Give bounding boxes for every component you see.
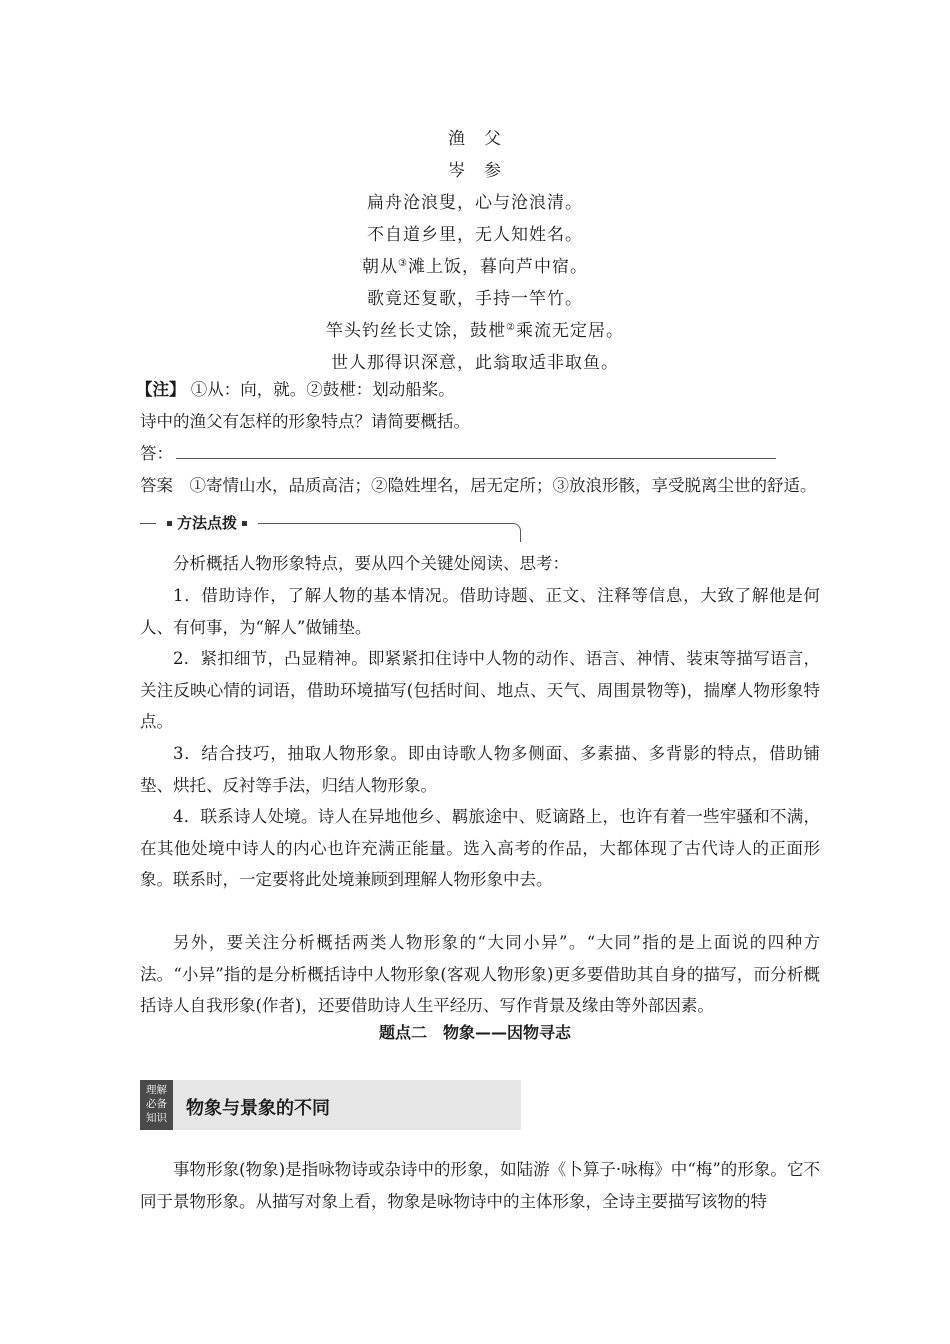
poem-author: 岑 参 — [448, 161, 502, 181]
poem-line: 不自道乡里，无人知姓名。 — [367, 225, 583, 245]
poem-title: 渔 父 — [448, 129, 502, 149]
bullet-square-icon — [242, 521, 247, 526]
poem-note — [136, 378, 455, 402]
poem-line: 世人那得识深意，此翁取适非取鱼。 — [331, 353, 619, 373]
method-label: 方法点拨 — [156, 512, 258, 533]
bullet-square-icon — [167, 521, 172, 526]
section-heading: 题点二 物象——因物寻志 — [378, 1023, 571, 1042]
answer-label: 答案 — [140, 476, 173, 495]
knowledge-tag: 理解 必备 知识 — [140, 1080, 173, 1130]
note-text: ①从：向，就。②鼓枻：划动船桨。 — [190, 380, 455, 399]
method-box-frame-left — [140, 523, 156, 524]
question-text: 诗中的渔父有怎样的形象特点？请简要概括。 — [140, 412, 470, 431]
method-intro: 分析概括人物形象特点，要从四个关键处阅读、思考： — [173, 554, 569, 573]
poem-line: 竿头钓丝长丈馀，鼓枻②乘流无定居。 — [326, 321, 624, 341]
poem-line: 朝从③滩上饭，暮向芦中宿。 — [362, 257, 588, 277]
answer-blank-line — [176, 458, 776, 459]
answer-block — [140, 474, 817, 498]
poem-line: 扁舟沧浪叟，心与沧浪清。 — [367, 193, 583, 213]
method-closing: 另外，要关注分析概括两类人物形象的“大同小异”。“大同”指的是上面说的四种方法。“小异”指的是分析概括诗中人物形象(客观人物形象)更多要借助其自身的描写，而分析概括诗人自我形象(作者)，还要借助诗人生平经历、写作背景及缘由等外部因素。 — [140, 933, 820, 1015]
answer-prompt: 答： — [140, 444, 173, 463]
method-item-4: 4．联系诗人处境。诗人在异地他乡、羁旅途中、贬谪路上，也许有着一些牢骚和不满，在其他处境中诗人的内心也许充满正能量。选入高考的作品，大都体现了古代诗人的正面形象。联系时，一定要将此处境兼顾到理解人物形象中去。 — [140, 807, 820, 889]
method-item-1: 1．借助诗作，了解人物的基本情况。借助诗题、正文、注释等信息，大致了解他是何人、有何事，为“解人”做铺垫。 — [140, 586, 820, 637]
poem-line: 歌竟还复歌，手持一竿竹。 — [367, 289, 583, 309]
method-item-3: 3．结合技巧，抽取人物形象。即由诗歌人物多侧面、多素描、多背影的特点，借助铺垫、烘托、反衬等手法，归结人物形象。 — [140, 744, 820, 795]
footnote-marker: ② — [506, 322, 516, 333]
note-label: 【注】 — [136, 380, 186, 399]
method-item-2: 2．紧扣细节，凸显精神。即紧紧扣住诗中人物的动作、语言、神情、装束等描写语言，关注反映心情的词语，借助环境描写(包括时间、地点、天气、周围景物等)，揣摩人物形象特点。 — [140, 649, 820, 731]
knowledge-title: 物象与景象的不同 — [186, 1098, 330, 1119]
section-paragraph: 事物形象(物象)是指咏物诗或杂诗中的形象，如陆游《卜算子·咏梅》中“梅”的形象。它不同于景物形象。从描写对象上看，物象是咏物诗中的主体形象，全诗主要描写该物的特 — [140, 1160, 820, 1211]
footnote-marker: ③ — [398, 258, 408, 269]
answer-text: ①寄情山水，品质高洁；②隐姓埋名，居无定所；③放浪形骸，享受脱离尘世的舒适。 — [189, 476, 817, 495]
